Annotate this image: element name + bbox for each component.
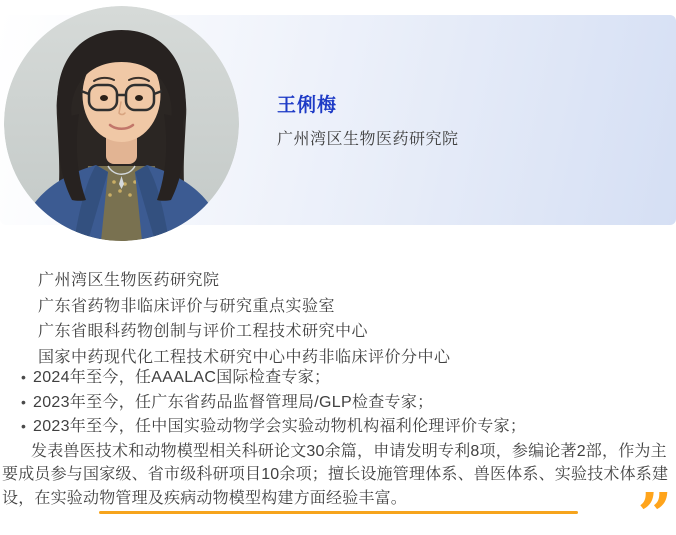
affiliation-item: 广东省眼科药物创制与评价工程技术研究中心 [38,323,369,340]
closing-quote-mark: ” [637,481,672,535]
person-name: 王俐梅 [277,95,338,116]
affiliation-item: 国家中药现代化工程技术研究中心中药非临床评价分中心 [38,348,451,366]
affiliation-item: 广东省药物非临床评价与研究重点实验室 [38,297,336,315]
affiliation-item: 广州湾区生物医药研究院 [38,272,220,289]
role-item: • 2024年至今，任AAALAC国际检查专家； [21,366,676,391]
person-organization: 广州湾区生物医药研究院 [277,131,459,148]
bio-section [0,268,676,510]
footer-divider [99,511,578,514]
role-list [21,366,676,440]
profile-photo [4,6,239,241]
bio-summary: 发表兽医技术和动物模型相关科研论文30余篇，申请发明专利8项，参编论著2部，作为主要成员参与国家级、省市级科研项目10余项；擅长设施管理体系、兽医体系、实验技术体系建设，在实验动物管理及疾病动物模型构建方面经验丰富。 [2,442,669,507]
role-item: • 2023年至今，任中国实验动物学会实验动物机构福利伦理评价专家； [21,415,676,440]
affiliation-list [38,268,676,370]
role-item: • 2023年至今，任广东省药品监督管理局/GLP检查专家； [21,391,676,416]
portrait-illustration [4,6,239,241]
